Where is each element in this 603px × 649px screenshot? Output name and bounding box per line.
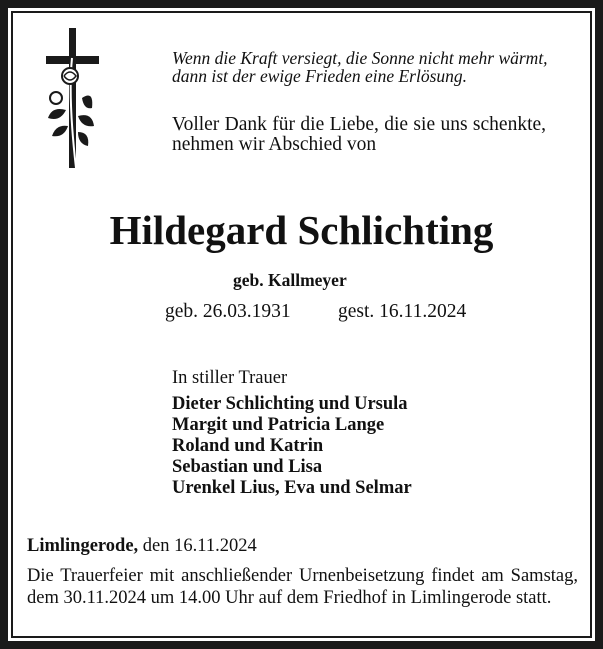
place-date: den 16.11.2024 (142, 536, 257, 556)
verse-line: Wenn die Kraft versiegt, die Sonne nicht mehr wärmt, (172, 48, 548, 68)
verse-line: dann ist der ewige Frieden eine Erlösung. (172, 66, 468, 86)
death-date: gest. 16.11.2024 (338, 301, 467, 322)
mourner: Dieter Schlichting und Ursula (172, 394, 408, 414)
mourner: Margit und Patricia Lange (172, 415, 385, 435)
deceased-name: Hildegard Schlichting (109, 207, 494, 253)
mourner: Roland und Katrin (172, 436, 324, 456)
intro-line: Voller Dank für die Liebe, die sie uns schenkte, (172, 114, 547, 135)
funeral-info: Die Trauerfeier mit anschließender Urnenbeisetzung findet am Samstag, dem 30.11.2024 um 14.00 Uhr auf dem Friedhof in Limlingerode statt. (27, 566, 578, 608)
cross-with-rose-icon (42, 28, 104, 173)
birth-date: geb. 26.03.1931 (165, 301, 291, 322)
mourner: Urenkel Lius, Eva und Selmar (172, 478, 412, 498)
place-date-line (27, 537, 257, 556)
mourner: Sebastian und Lisa (172, 457, 323, 477)
intro-line: nehmen wir Abschied von (172, 134, 377, 155)
maiden-name: geb. Kallmeyer (233, 270, 347, 290)
mourning-label: In stiller Trauer (172, 368, 288, 388)
place: Limlingerode, (27, 536, 139, 556)
